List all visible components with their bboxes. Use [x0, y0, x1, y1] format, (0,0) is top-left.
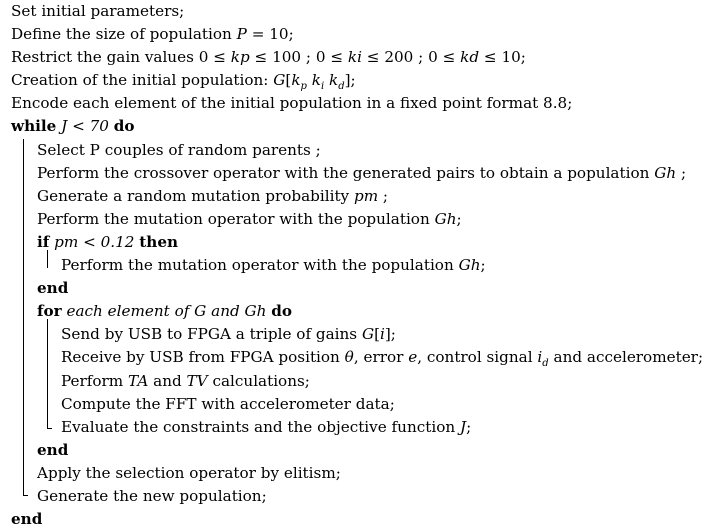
step-text: , error [353, 348, 409, 367]
step-text: ≤ 10; [479, 48, 526, 67]
math-variable: i [537, 348, 543, 367]
math-variable: Gh [654, 163, 677, 182]
if-header [11, 231, 661, 254]
step-text: calculations; [207, 371, 310, 390]
step-text: Define the size of population [11, 25, 237, 44]
step-text: Evaluate the constraints and the objective function [61, 417, 460, 436]
math-variable: G [361, 325, 375, 344]
math-variable: J [459, 417, 467, 436]
algorithm-line [11, 416, 661, 439]
math-subscript: d [338, 81, 345, 93]
for-scope-rule [47, 319, 48, 429]
algorithm-line [11, 0, 661, 23]
step-text: Creation of the initial population: [11, 71, 274, 90]
math-variable: P [236, 25, 247, 44]
step-text: and accelerometer; [548, 348, 703, 367]
algorithm-line [11, 485, 661, 508]
math-symbol: [ [285, 71, 292, 90]
for-condition: each element of G and Gh [61, 302, 272, 321]
keyword-end: end [37, 279, 69, 298]
step-text: Generate a random mutation probability [37, 186, 354, 205]
step-text: Encode each element of the initial population in a fixed point format 8.8; [11, 94, 573, 113]
keyword-end: end [37, 440, 69, 459]
algorithm-line [11, 23, 661, 46]
math-variable: pm [353, 186, 379, 205]
algorithm-line [11, 46, 661, 69]
algorithm-line [11, 323, 661, 346]
math-variable: k [324, 71, 339, 90]
step-text: and [148, 371, 187, 390]
keyword-if: if [37, 232, 50, 251]
math-subscript: p [300, 81, 307, 93]
math-variable: θ [344, 348, 354, 367]
step-text: ; [480, 256, 486, 275]
math-variable: e [408, 348, 418, 367]
keyword-end: end [11, 510, 43, 529]
math-variable: Gh [434, 209, 457, 228]
step-text: ; [378, 186, 389, 205]
step-text: ]; [384, 325, 396, 344]
math-variable: ki [347, 48, 362, 67]
math-subscript: d [542, 358, 549, 370]
math-variable: G [273, 71, 286, 90]
math-variable: kp [230, 48, 250, 67]
end-if [11, 277, 661, 300]
math-variable: Gh [458, 256, 481, 275]
algorithm-line [11, 208, 661, 231]
step-text: Select P couples of random parents ; [37, 140, 321, 159]
math-variable: kd [460, 48, 480, 67]
step-text: Perform the mutation operator with the population [61, 256, 459, 275]
step-text: ; [676, 163, 687, 182]
step-text: Perform [61, 371, 129, 390]
algorithm-line [11, 139, 661, 162]
keyword-do: do [113, 117, 135, 136]
end-while [11, 508, 661, 531]
while-scope-tick [23, 495, 28, 496]
step-text: Set initial parameters; [11, 2, 185, 20]
end-for [11, 439, 661, 462]
keyword-while: while [11, 117, 57, 136]
algorithm-line [11, 370, 661, 393]
math-symbol: [ [374, 325, 381, 344]
step-text: Send by USB to FPGA a triple of gains [61, 325, 362, 344]
step-text: Generate the new population; [37, 486, 267, 505]
if-scope-rule [47, 250, 48, 268]
step-text: Compute the FFT with accelerometer data; [61, 394, 395, 413]
step-text: ; [466, 417, 472, 436]
math-subscript: i [320, 81, 325, 93]
algorithm-block [11, 0, 703, 531]
keyword-do: do [271, 302, 293, 321]
step-text: Perform the mutation operator with the population [37, 209, 435, 228]
step-text: ≤ 200 ; 0 ≤ [361, 48, 461, 67]
step-text: = 10; [246, 25, 294, 44]
math-variable: k [306, 71, 321, 90]
algorithm-line [11, 393, 661, 416]
algorithm-line [11, 69, 661, 92]
keyword-for: for [37, 302, 62, 321]
algorithm-line [11, 185, 661, 208]
step-text: Restrict the gain values 0 ≤ [11, 48, 231, 67]
while-header [11, 115, 661, 138]
keyword-then: then [139, 232, 179, 251]
algorithm-line [11, 346, 703, 370]
step-text: Apply the selection operator by elitism; [37, 463, 341, 482]
algorithm-line [11, 92, 661, 115]
math-variable: TV [186, 371, 208, 390]
step-text: Receive by USB from FPGA position [61, 348, 345, 367]
for-scope-tick [47, 428, 52, 429]
algorithm-line [11, 162, 687, 185]
algorithm-line [11, 254, 661, 277]
step-text: Perform the crossover operator with the generated pairs to obtain a population [37, 163, 655, 182]
step-text: ; [456, 209, 462, 228]
step-text: , control signal [417, 348, 538, 367]
while-scope-rule [23, 139, 24, 496]
loop-condition: J < 70 [56, 117, 114, 136]
step-text: ]; [344, 71, 356, 90]
math-variable: TA [128, 371, 149, 390]
algorithm-line [11, 462, 661, 485]
math-variable: k [291, 71, 301, 90]
if-condition: pm < 0.12 [49, 232, 140, 251]
math-variable: i [380, 325, 385, 344]
step-text: ≤ 100 ; 0 ≤ [249, 48, 348, 67]
for-header [11, 300, 661, 323]
